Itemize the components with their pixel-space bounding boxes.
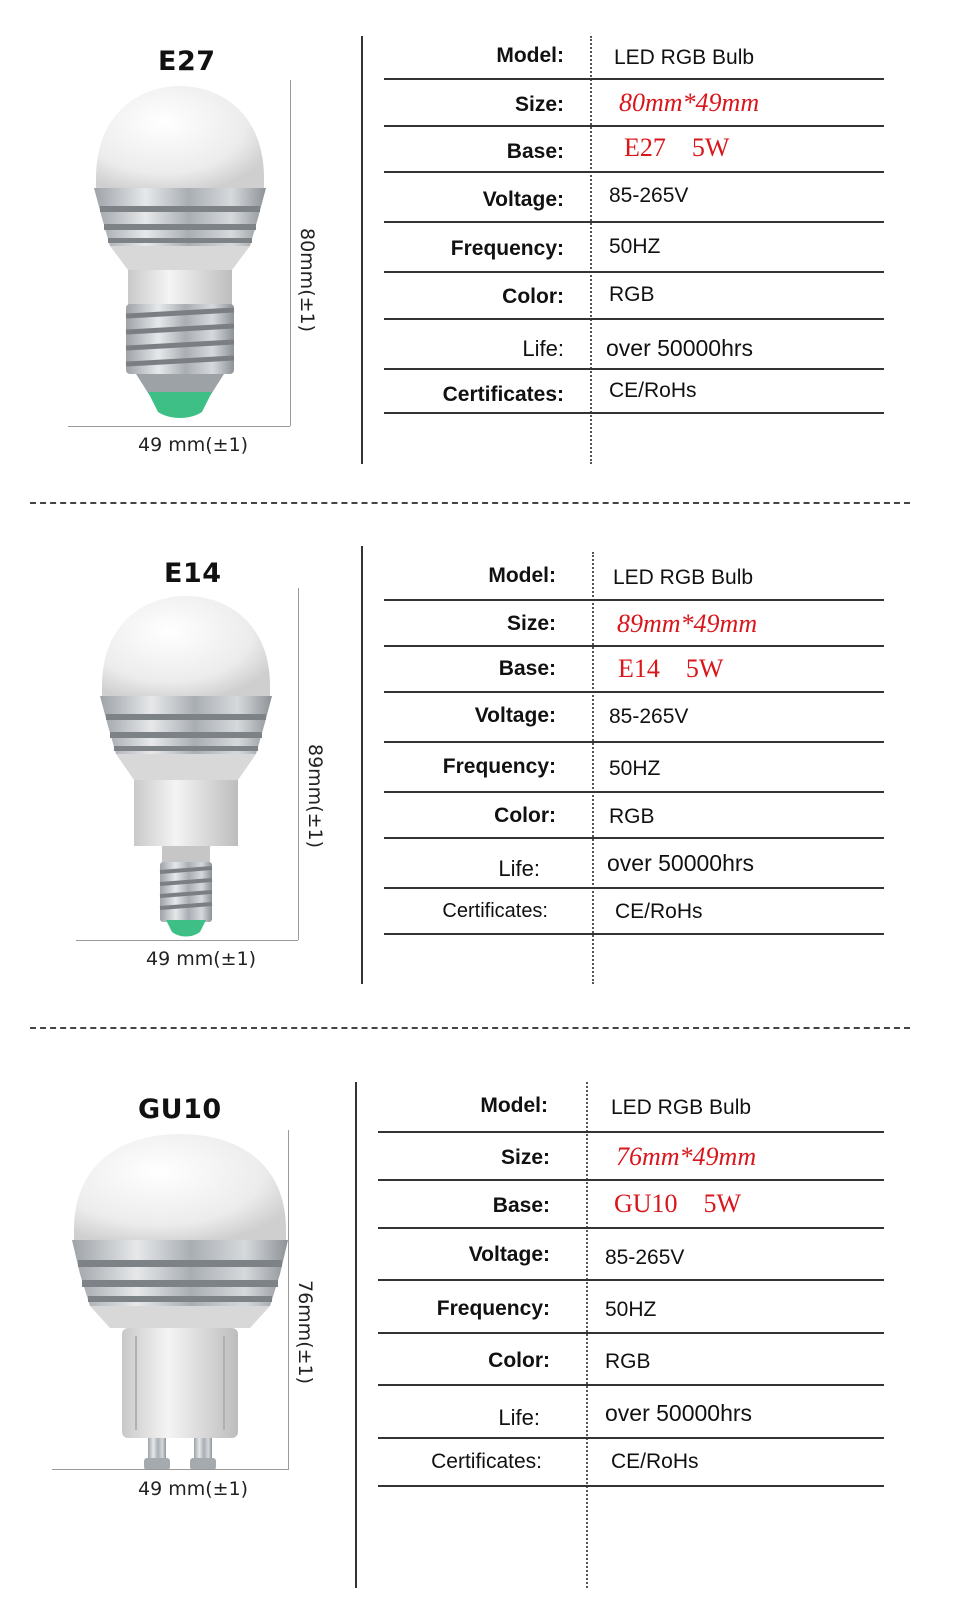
spec-label-life: Life:	[498, 856, 540, 881]
dotted-column-divider	[590, 36, 592, 464]
spec-label-frequency: Frequency:	[436, 1297, 550, 1320]
divider-line	[361, 546, 363, 984]
row-divider	[384, 791, 884, 793]
e14-bulb-illustration	[90, 590, 290, 940]
spec-label-certificates: Certificates:	[442, 383, 564, 406]
spec-value-size: 89mm*49mm	[617, 609, 758, 638]
product-title: E27	[158, 46, 216, 77]
spec-value-life: over 50000hrs	[607, 850, 755, 876]
spec-label-frequency: Frequency:	[442, 755, 556, 778]
spec-value-size: 80mm*49mm	[619, 88, 760, 117]
spec-value-life: over 50000hrs	[606, 335, 754, 361]
spec-value-model: LED RGB Bulb	[611, 1096, 752, 1119]
spec-label-model: Model:	[496, 44, 564, 67]
spec-label-base: Base:	[492, 1194, 550, 1217]
row-divider	[384, 171, 884, 173]
product-section-gu10	[0, 1050, 960, 1590]
spec-value-frequency: 50HZ	[605, 1298, 657, 1321]
spec-value-frequency: 50HZ	[609, 757, 661, 780]
row-divider	[384, 318, 884, 320]
row-divider	[378, 1227, 884, 1229]
width-dimension-line	[52, 1469, 288, 1470]
spec-value-voltage: 85-265V	[609, 705, 689, 728]
row-divider	[378, 1485, 884, 1487]
spec-label-size: Size:	[514, 93, 564, 116]
divider-line	[361, 36, 363, 464]
section-separator	[30, 502, 910, 504]
height-dimension-line	[288, 1130, 289, 1470]
spec-value-life: over 50000hrs	[605, 1400, 753, 1426]
divider-line	[355, 1082, 357, 1588]
width-dimension-label: 49 mm(±1)	[146, 948, 257, 970]
spec-value-base: GU10 5W	[614, 1189, 742, 1218]
height-dimension-line	[298, 588, 299, 940]
width-dimension-label: 49 mm(±1)	[138, 1478, 249, 1500]
spec-value-certificates: CE/RoHs	[615, 900, 703, 923]
row-divider	[384, 887, 884, 889]
spec-label-voltage: Voltage:	[474, 704, 556, 727]
spec-label-size: Size:	[500, 1146, 550, 1169]
product-title: E14	[164, 558, 222, 589]
spec-label-base: Base:	[506, 140, 564, 163]
section-separator	[30, 1027, 910, 1029]
spec-value-base: E14 5W	[618, 654, 724, 683]
gu10-bulb-illustration	[70, 1130, 290, 1480]
row-divider	[384, 645, 884, 647]
width-dimension-line	[76, 940, 298, 941]
spec-value-model: LED RGB Bulb	[613, 566, 754, 589]
spec-value-model: LED RGB Bulb	[614, 46, 755, 69]
spec-label-certificates: Certificates:	[442, 900, 548, 922]
spec-value-certificates: CE/RoHs	[609, 379, 697, 402]
spec-label-color: Color:	[488, 1349, 550, 1372]
spec-label-life: Life:	[498, 1405, 540, 1430]
row-divider	[378, 1279, 884, 1281]
row-divider	[384, 837, 884, 839]
spec-value-color: RGB	[609, 805, 655, 828]
spec-label-voltage: Voltage:	[482, 188, 564, 211]
spec-value-base: E27 5W	[624, 133, 730, 162]
row-divider	[384, 933, 884, 935]
spec-label-color: Color:	[494, 804, 556, 827]
row-divider	[384, 221, 884, 223]
spec-value-color: RGB	[605, 1350, 651, 1373]
spec-label-color: Color:	[502, 285, 564, 308]
spec-label-model: Model:	[480, 1094, 548, 1117]
spec-value-size: 76mm*49mm	[616, 1142, 757, 1171]
row-divider	[378, 1437, 884, 1439]
product-section-e27	[0, 0, 960, 480]
product-title: GU10	[138, 1094, 222, 1125]
spec-label-frequency: Frequency:	[450, 237, 564, 260]
row-divider	[384, 599, 884, 601]
spec-value-voltage: 85-265V	[609, 184, 689, 207]
spec-label-life: Life:	[522, 336, 564, 361]
height-dimension-label: 76mm(±1)	[294, 1280, 316, 1385]
spec-value-voltage: 85-265V	[605, 1246, 685, 1269]
row-divider	[384, 271, 884, 273]
width-dimension-line	[68, 426, 290, 427]
dotted-column-divider	[592, 552, 594, 984]
row-divider	[384, 741, 884, 743]
row-divider	[378, 1384, 884, 1386]
height-dimension-label: 80mm(±1)	[296, 228, 318, 333]
width-dimension-label: 49 mm(±1)	[138, 434, 249, 456]
product-section-e14	[0, 520, 960, 1000]
row-divider	[384, 368, 884, 370]
height-dimension-label: 89mm(±1)	[304, 744, 326, 849]
height-dimension-line	[290, 80, 291, 426]
e27-bulb-illustration	[80, 78, 280, 428]
spec-value-color: RGB	[609, 283, 655, 306]
row-divider	[384, 412, 884, 414]
spec-label-certificates: Certificates:	[431, 1450, 542, 1473]
dotted-column-divider	[586, 1082, 588, 1588]
spec-label-model: Model:	[488, 564, 556, 587]
row-divider	[384, 78, 884, 80]
spec-label-voltage: Voltage:	[468, 1243, 550, 1266]
spec-label-size: Size:	[506, 612, 556, 635]
spec-label-base: Base:	[498, 657, 556, 680]
row-divider	[378, 1179, 884, 1181]
row-divider	[378, 1131, 884, 1133]
row-divider	[378, 1332, 884, 1334]
row-divider	[384, 125, 884, 127]
row-divider	[384, 691, 884, 693]
spec-value-certificates: CE/RoHs	[611, 1450, 699, 1473]
spec-value-frequency: 50HZ	[609, 235, 661, 258]
